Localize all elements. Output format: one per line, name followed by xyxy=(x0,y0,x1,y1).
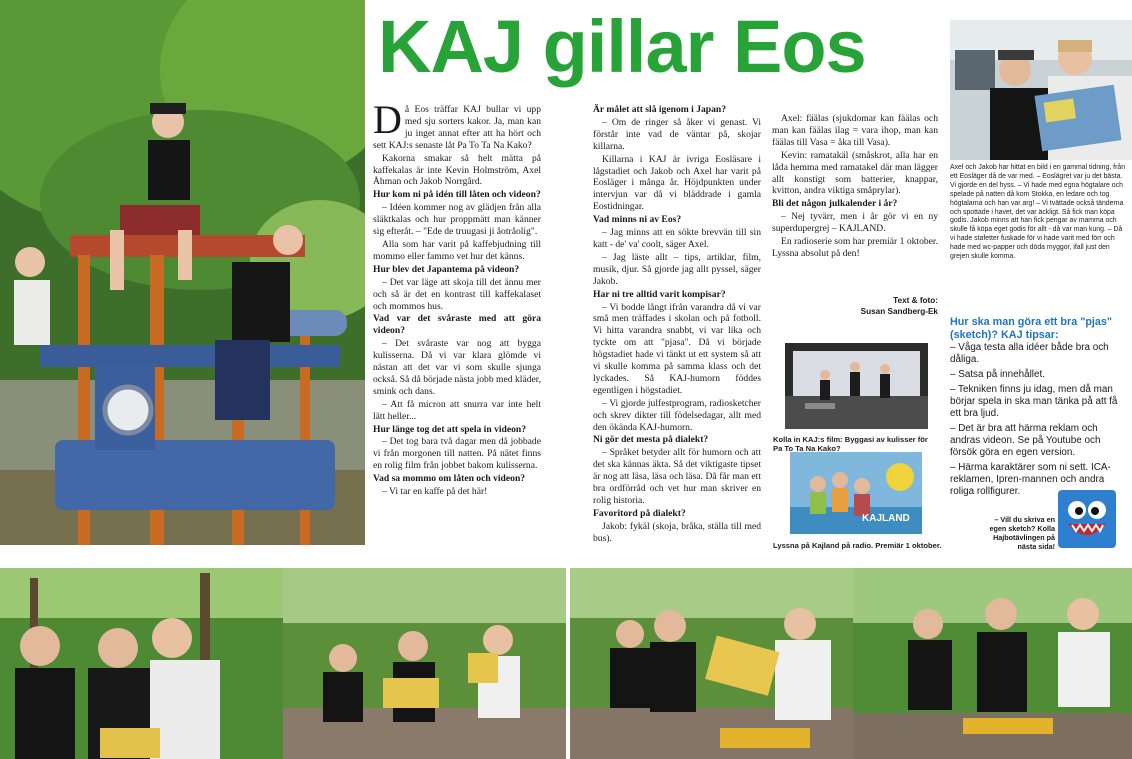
paragraph: – Jag läste allt – tips, artiklar, film, musik, djur. Så gjorde jag allt pyssel, säger Jakob. xyxy=(593,251,761,287)
tips-heading: Hur ska man göra ett bra "pjas" (sketch)? KAJ tipsar: xyxy=(950,316,1113,341)
question: Ni gör det mesta på dialekt? xyxy=(593,434,709,446)
tip-item: – Tekniken finns ju idag, men då man börjar spela in ska man tänka på att få ett bra ljud. xyxy=(950,384,1118,419)
paragraph: – Det var läge att skoja till det ännu mer och så är det en kontrast till kaffekalaset och mommos hus. xyxy=(373,276,541,312)
paragraph: Kevin: ramatakäl (småskrot, alla har en låda hemma med ramatakel där man lägger allt konstigt som batterier, knappar, kvitton, andra viktiga småprylar). xyxy=(772,149,938,197)
question: Hur blev det Japantema på videon? xyxy=(373,263,520,275)
bottom-photo-right xyxy=(853,568,1132,759)
kajland-logo-text: KAJLAND xyxy=(862,513,910,524)
article-column-3 xyxy=(772,113,938,261)
bottom-photo-midright xyxy=(570,568,853,759)
paragraph: Alla som har varit på kaffebjudning till mommo eller fammo vet hur det känns. xyxy=(373,238,541,262)
paragraph: Killarna i KAJ är ivriga Eosläsare i lågstadiet och Jakob och Axel har varit på Eosläger i många år. Höjdpunkten under intervjun var då vi bläddrade i gamla Eostidningar. xyxy=(593,153,761,213)
question: Är målet att slå igenom i Japan? xyxy=(593,104,727,115)
column-1-body xyxy=(373,189,541,498)
paragraph: – Om de ringer så åker vi genast. Vi förstår inte vad de väntar på, skojar killarna. xyxy=(593,116,761,152)
paragraph: – Vi gjorde julfestprogram, radiosketcher och skrev dikter till födelsedagar, allt med den ökända KAJ-humorn. xyxy=(593,397,761,433)
paragraph: – Vi tar en kaffe på det här! xyxy=(382,486,488,498)
article-column-1 xyxy=(373,97,541,499)
article-title: KAJ gillar Eos xyxy=(378,5,866,88)
magazine-photo-caption: Axel och Jakob har hittat en bild i en gammal tidning, från ett Eosläger då de var med. – Eoslägret var ju det bästa. Vi gjorde en del hyss. – Vi hade med egna högtalare och spelade på natten då kom Stokka, en ledare och tog högtalarna och han var arg! – Vi tvättade också tänderna och spottade i havet, det var äckligt. Så fick man köpa godis. Jakob minns att han fick pengar av mamma och skulle få köpa eget godis för allt - då var man kung. – Då vi hade stafetter fuskade för vi hade varit med förr och hade med wc-papper och döda myggor, ifall just den grejen skulle komma. xyxy=(950,164,1126,261)
paragraph: En radioserie som har premiär 1 oktober. Lyssna absolut på den! xyxy=(772,236,938,259)
tip-item: – Våga testa alla idéer både bra och dåliga. xyxy=(950,342,1109,365)
question: Bli det någon julkalender i år? xyxy=(772,198,898,210)
monster-icon xyxy=(1058,490,1116,548)
paragraph: – Vi bodde långt ifrån varandra då vi var små men träffades i skolan och på fotboll. Vi hitta varandra snabbt, vi var lika och tyckte om att "pjasa". Då vi började högstadiet hade vi tänkt ut ett system så att vi skulle komma på samma klass och det lyckades. Så KAJ-humorn föddes egentligen i högstadiet. xyxy=(593,301,761,396)
question: Vad minns ni av Eos? xyxy=(593,214,682,226)
kajland-caption: Lyssna på Kajland på radio. Premiär 1 oktober. xyxy=(773,541,942,550)
paragraph: – Nej tyvärr, men i år gör vi en ny superdupergrej – KAJLAND. xyxy=(772,211,938,235)
paragraph: – Det svåraste var nog att bygga kulisserna. Då vi var klara glömde vi nästan att det var vi som skulle sjunga också. Så då började nästa jobb med kläder, smink och dans. xyxy=(373,338,541,397)
magazine-photo xyxy=(950,20,1132,160)
column-2-body xyxy=(593,104,761,545)
tips-list xyxy=(950,342,1130,501)
film-photo xyxy=(785,343,928,429)
promo-text: – Vill du skriva en egen sketch? Kolla Hajbotävlingen på nästa sida! xyxy=(989,515,1055,551)
paragraph: – Språket betyder allt för humorn och att det ska kännas äkta. Så det viktigaste tipset är nog att läsa, läsa och läsa. Då får man ett bra ordförråd och vet hur man skriver en rolig historia. xyxy=(593,447,761,506)
tip-item: – Det är bra att härma reklam och andras videon. Se på Youtube och försök göra en egen version. xyxy=(950,423,1101,458)
question: Favoritord på dialekt? xyxy=(593,507,686,519)
paragraph: – Idéen kommer nog av glädjen från alla släktkalas och hur proppmätt man känner sig efteråt. – "Ede de truugasi ji åotråolig". xyxy=(373,202,541,238)
playground-photo xyxy=(0,0,365,545)
paragraph: – Jag minns att en sökte brevvän till sin katt - de' va' coolt, säger Axel. xyxy=(593,227,761,250)
paragraph: Jakob: fykäl (skoja, bråka, ställa till med bus). xyxy=(593,520,761,544)
bottom-photo-midleft xyxy=(283,568,566,759)
intro-paragraph: Då Eos träffar KAJ bullar vi upp med sju sorters kakor. Ja, man kan ju inget annat efter att ha hört och sett KAJ:s senaste låt Pa To Ta Na Kako? xyxy=(373,97,541,151)
intro-paragraph-2: Kakorna smakar så helt mätta på kaffekalas är inte Kevin Holmström, Axel Åhman och Jakob Norrgård. xyxy=(373,152,541,188)
tip-item: – Härma karaktärer som ni sett. ICA-reklamen, Ipren-mannen och andra roliga rollfigurer. xyxy=(950,462,1111,497)
photo-credit: Text & foto: Susan Sandberg-Ek xyxy=(860,296,938,316)
question: Vad var det svåraste med att göra videon? xyxy=(373,313,541,337)
column-3-body xyxy=(772,113,938,260)
paragraph: – Det tog bara två dagar men då jobbade vi från morgonen till natten. På nätet finns en rolig film från jobbet bakom kulisserna. xyxy=(373,436,541,472)
article-column-2 xyxy=(593,104,761,546)
question: Har ni tre alltid varit kompisar? xyxy=(593,288,726,300)
film-caption: Kolla in KAJ:s film: Byggasi av kulisser för Pa To Ta Na Kako? xyxy=(773,435,928,454)
question: Hur kom ni på idén till låten och videon? xyxy=(373,189,541,201)
paragraph: Axel: fäälas (sjukdomar kan fäälas och man kan fäälas ilag = vara ihop, man kan fäälas till Vasa = åka till Vasa). xyxy=(772,113,938,148)
question: Vad sa mommo om låten och videon? xyxy=(373,473,526,485)
drop-cap: D xyxy=(373,97,402,142)
paragraph: – Att få micron att snurra var inte helt lätt heller... xyxy=(373,398,541,422)
question: Hur länge tog det att spela in videon? xyxy=(373,423,527,435)
bottom-photo-left xyxy=(0,568,283,759)
tip-item: – Satsa på innehållet. xyxy=(950,369,1045,380)
